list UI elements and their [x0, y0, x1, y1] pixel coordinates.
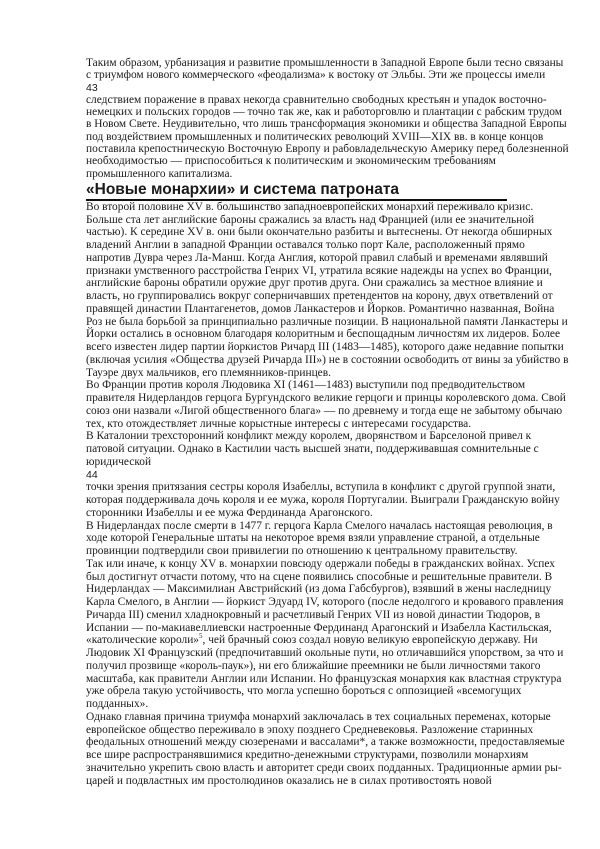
- paragraph-lines: [86, 647, 596, 711]
- text-line: сторонники Изабеллы и ее мужа Фердинанда Арагонского.: [86, 506, 373, 519]
- text-line: английские бароны обратили оружие друг против друга. Они сражались за местное влияние и: [86, 277, 543, 290]
- text-line: В Каталонии трехсторонний конфликт между королем, дворянством и Барселоной привел к: [86, 430, 532, 443]
- text-line: Больше ста лет английские бароны сражались за власть над Францией (или ее значительной: [86, 213, 535, 226]
- text-line: феодальных отношений между сюзеренами и вассалами*, а также возможности, предоставляемые: [86, 736, 565, 749]
- paragraph-netherlands: [86, 520, 596, 558]
- text-line: необходимостью — приспособиться к политическим и экономическим требованиям: [86, 155, 496, 168]
- text-fragment: «католические короли»: [86, 634, 199, 647]
- text-line: ходе которой Генеральные штаты на некоторое время взяли управление страной, а отдельные: [86, 532, 540, 545]
- text-line: юридической: [86, 455, 152, 468]
- paragraph-lines: [86, 558, 596, 635]
- text-line: (включая усилия «Общества друзей Ричарда III») не в состоянии освободить от вины за убийство в: [86, 353, 569, 366]
- paragraph-social-changes: [86, 711, 596, 788]
- text-line: все шире распространявшимися кредитно-денежными структурами, позволили монархиям: [86, 749, 529, 762]
- text-line: был достигнут отчасти потому, что на сцене появились способные и решительные правители. В: [86, 570, 553, 583]
- paragraph-catalonia: [86, 430, 596, 468]
- text-line: В Нидерландах после смерти в 1477 г. герцога Карла Смелого началась настоящая революция, в: [86, 519, 553, 532]
- paragraph-france: [86, 379, 596, 430]
- text-line: Ричарда III) сменил хладнокровный и расчетливый Генрих VII из новой династии Тюдоров, в: [86, 608, 541, 621]
- text-line: напротив Дувра через Ла-Манш. Когда Англия, которой правил слабый и временами являвший: [86, 251, 548, 264]
- text-line: владений Англии в западной Франции оставался только порт Кале, расположенный прямо: [86, 239, 525, 252]
- paragraph-monarchs-victory: [86, 558, 596, 711]
- text-line: Карла Смелого, в Англии — йоркист Эдуард IV, которого (после недолгого и кровавого правления: [86, 596, 564, 609]
- text-line: Однако главная причина триумфа монархий заключалась в тех социальных переменах, которые: [86, 710, 551, 723]
- text-line: тех, кто отождествляет личные корыстные интересы с интересами государства.: [86, 417, 472, 430]
- text-line: в Новом Свете. Неудивительно, что лишь трансформация экономики и общества Западной Европы: [86, 118, 567, 131]
- text-line: промышленного капитализма.: [86, 167, 233, 180]
- intro-paragraph: [86, 57, 596, 82]
- intro-paragraph-continued: [86, 94, 596, 180]
- text-line: уже обрела такую устойчивость, что могла успешно бороться с оппозицией «всемогущих: [86, 685, 522, 698]
- text-line: Во Франции против короля Людовика XI (1461—1483) выступили под предводительством: [86, 379, 526, 392]
- text-line: правителя Нидерландов герцога Бургундского великие герцоги и принцы королевского дома. Свой: [86, 392, 566, 405]
- text-line: Испании — по-макиавеллиевски настроенные Фердинанд Арагонский и Изабелла Кастильская,: [86, 621, 552, 634]
- text-line: с триумфом нового коммерческого «феодализма» к востоку от Эльбы. Эти же процессы имели: [86, 69, 546, 82]
- text-line: которая поддерживала дочь короля и ее мужа, короля Португалии. Выиграли Гражданскую войну: [86, 494, 560, 507]
- text-line: Роз не была борьбой за принципиально различные позиции. В национальной памяти Ланкастеры и: [86, 315, 568, 328]
- text-line: значительно укрепить свою власть и авторитет среди своих подданных. Традиционные армии ры-: [86, 761, 562, 774]
- text-line: правящей династии Плантагенетов, домов Ланкастеров и Йорков. Романтично названная, Война: [86, 302, 555, 315]
- text-line: Во второй половине XV в. большинство западноевропейских монархий переживало кризис.: [86, 200, 534, 213]
- page-number: 44: [86, 468, 98, 481]
- text-line: Нидерландах — Максимилиан Австрийский (из дома Габсбургов), взявший в жены наследницу: [86, 583, 552, 596]
- text-line: патовой ситуации. Однако в Кастилии часть высшей знати, поддерживавшая сомнительные с: [86, 443, 539, 456]
- text-line: Йорки остались в основном благодаря колоритным и беспощадным личностям их лидеров. Более: [86, 328, 561, 341]
- text-line: поставила крепостническую Восточную Европу и рабовладельческую Америку перед болезненной: [86, 143, 569, 156]
- section-heading: «Новые монархии» и система патроната: [86, 181, 507, 201]
- page-number: 43: [86, 81, 98, 94]
- document-page: [86, 57, 596, 787]
- text-line: под воздействием промышленных и политических революций XVIII—XIX вв. в конце концов: [86, 130, 544, 143]
- text-line: царей и подвластных им простолюдинов оказались не в силах противостоять новой: [86, 774, 492, 787]
- text-line: Таким образом, урбанизация и развитие промышленности в Западной Европе были тесно связаны: [86, 57, 564, 69]
- text-line: Людовик XI Французский (предпочитавший окольные пути, но отличавшийся упорством, за что и: [86, 647, 564, 660]
- paragraph-wars-of-roses: [86, 201, 596, 380]
- text-line: Так или иначе, к концу XV в. монархии повсюду одержали победы в гражданских войнах. Успех: [86, 557, 555, 570]
- text-line: частью). К середине XV в. они были окончательно разбиты и вытеснены. От некогда обширных: [86, 226, 553, 239]
- text-line: всего известен лидер партии йоркистов Ричард III (1483—1485), которого даже недавние попытки: [86, 341, 564, 354]
- text-line: власть, но группировались вокруг соперничавших претендентов на корону, двух ответвлений от: [86, 290, 553, 303]
- text-line: точки зрения притязания сестры короля Изабеллы, вступила в конфликт с другой группой знати,: [86, 481, 556, 494]
- text-line: провинции подтвердили свои привилегии по отношению к центральному правительству.: [86, 545, 518, 558]
- paragraph-castile-continued: [86, 481, 596, 519]
- text-line: подданных».: [86, 698, 149, 711]
- text-line: следствием поражение в правах некогда сравнительно свободных крестьян и упадок восточно-: [86, 93, 547, 106]
- text-line: получил прозвище «король-паук»), ни его ближайшие преемники не были личностями такого: [86, 659, 541, 672]
- text-line: немецких и польских городов — точно так же, как и работорговлю и плантации с рабским трудом: [86, 106, 562, 119]
- text-line: европейское общество переживало в эпоху позднего Средневековья. Разложение старинных: [86, 723, 534, 736]
- text-line-footnote: [86, 634, 596, 647]
- text-line: союз они назвали «Лигой общественного блага» — по древнему и тогда еще не забытому обычаю: [86, 404, 563, 417]
- text-line: масштаба, как правители Англии или Испании. Но французская монархия как властная структура: [86, 672, 562, 685]
- text-line: признаки умственного расстройства Генрих VI, утратила всякие надежды на успех во Франции,: [86, 264, 552, 277]
- footnote-ref[interactable]: 5: [199, 632, 203, 641]
- text-fragment: , чей брачный союз создал новую великую европейскую державу. Ни: [202, 634, 538, 647]
- text-line: Тауэре двух мальчиков, его племянников-принцев.: [86, 366, 331, 379]
